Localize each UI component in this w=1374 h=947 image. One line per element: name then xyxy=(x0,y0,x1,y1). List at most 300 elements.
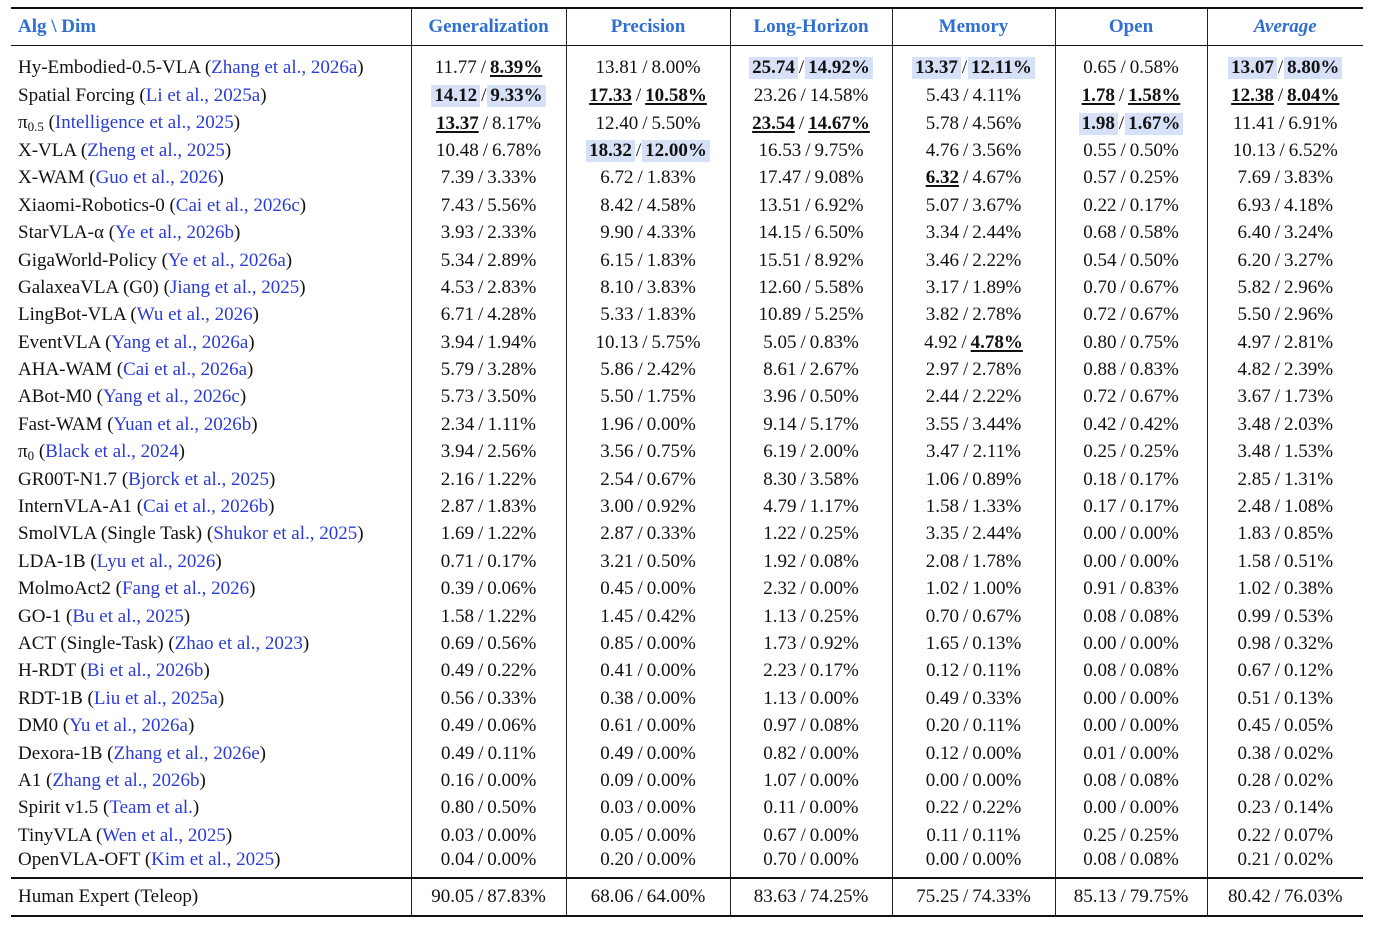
separator: / xyxy=(1120,57,1126,78)
paren: ) xyxy=(192,797,200,819)
method-cell xyxy=(11,439,411,466)
cell-generalization xyxy=(411,849,566,878)
cell-open xyxy=(1055,521,1207,548)
success-value: 2.44 xyxy=(925,386,959,408)
success-value: 0.49 xyxy=(440,660,474,682)
separator: / xyxy=(1120,687,1126,709)
method-name: OpenVLA-OFT xyxy=(18,849,141,871)
method-name: EventVLA xyxy=(18,331,101,353)
cell-generalization xyxy=(411,219,566,246)
cell-generalization xyxy=(411,83,566,110)
success-value: 0.69 xyxy=(440,633,474,654)
separator: / xyxy=(800,660,806,682)
success-value: 11.77 xyxy=(434,57,477,78)
paren: ) xyxy=(239,386,247,408)
method-name: GO-1 xyxy=(18,605,62,627)
separator: / xyxy=(1120,441,1126,463)
rate-value: 4.11% xyxy=(972,85,1021,107)
success-value: 5.82 xyxy=(1237,276,1271,298)
cell-long-horizon xyxy=(730,137,892,164)
cell-precision xyxy=(566,466,730,493)
rate-value: 0.53% xyxy=(1283,605,1334,627)
method-name: π xyxy=(18,112,28,134)
rate-value: 0.92% xyxy=(646,496,696,518)
method-name: X-VLA xyxy=(18,139,77,161)
success-value: 17.47 xyxy=(758,167,802,189)
success-value: 0.16 xyxy=(440,769,474,791)
rate-value: 0.06% xyxy=(487,578,537,600)
separator: / xyxy=(637,276,643,298)
rate-value: 1.00% xyxy=(972,578,1022,600)
method-name: SmolVLA (Single Task) xyxy=(18,523,203,545)
success-value: 2.87 xyxy=(440,496,474,518)
cell-long-horizon xyxy=(730,302,892,329)
rate-value: 5.50% xyxy=(651,112,701,134)
rate-value: 3.56% xyxy=(972,139,1022,161)
separator: / xyxy=(477,605,484,627)
success-value: 3.21 xyxy=(600,550,634,572)
success-value: 1.06 xyxy=(925,468,959,490)
rate-value: 2.67% xyxy=(809,359,859,381)
cell-generalization xyxy=(411,493,566,520)
success-value: 8.30 xyxy=(763,468,797,490)
citation-link: Bjorck et al., 2025 xyxy=(128,468,270,490)
cell-open xyxy=(1055,384,1207,411)
table-row xyxy=(11,439,1363,466)
citation-link: Li et al., 2025a xyxy=(145,85,261,107)
cell-open xyxy=(1055,110,1207,137)
rate-value: 74.33% xyxy=(972,886,1031,908)
success-value: 1.13 xyxy=(763,605,797,627)
rate-value: 0.22% xyxy=(487,660,537,682)
paren: ( xyxy=(117,468,129,490)
cell-long-horizon xyxy=(730,822,892,849)
success-value: 3.82 xyxy=(925,304,959,326)
rate-value: 1.08% xyxy=(1283,496,1334,518)
citation-link: Zhang et al., 2026a xyxy=(211,57,358,78)
cell-long-horizon xyxy=(730,329,892,356)
success-value: 4.79 xyxy=(763,496,797,518)
separator: / xyxy=(962,633,969,654)
separator: / xyxy=(477,578,484,600)
cell-generalization xyxy=(411,137,566,164)
cell-average xyxy=(1207,329,1363,356)
paren: ( xyxy=(75,660,87,682)
rate-value: 0.08% xyxy=(809,550,859,572)
success-value: 7.69 xyxy=(1237,167,1271,189)
rate-value: 0.83% xyxy=(1129,359,1179,381)
success-value: 1.07 xyxy=(763,769,797,791)
separator: / xyxy=(1120,824,1126,846)
rate-value: 1.22% xyxy=(487,468,537,490)
paren: ( xyxy=(76,139,88,161)
success-value: 0.57 xyxy=(1083,167,1117,189)
separator: / xyxy=(1120,468,1126,490)
success-value: 0.20 xyxy=(600,849,634,871)
cell-memory xyxy=(892,466,1055,493)
separator: / xyxy=(1120,222,1126,244)
separator: / xyxy=(477,386,484,408)
rate-value: 1.89% xyxy=(972,276,1022,298)
separator: / xyxy=(642,57,648,78)
rate-value: 0.58% xyxy=(1129,222,1179,244)
table-row xyxy=(11,411,1363,438)
citation-link: Ye et al., 2026b xyxy=(115,222,234,244)
success-value: 10.48 xyxy=(435,139,479,161)
success-value: 0.08 xyxy=(1083,769,1117,791)
method-name: GR00T-N1.7 xyxy=(18,468,118,490)
method-cell xyxy=(11,165,411,192)
success-value: 4.76 xyxy=(925,139,959,161)
cell-open xyxy=(1055,795,1207,822)
paren: ( xyxy=(164,194,176,216)
success-value: 1.69 xyxy=(440,523,474,545)
rate-value: 2.44% xyxy=(972,222,1022,244)
success-value: 0.28 xyxy=(1237,769,1271,791)
cell-memory xyxy=(892,712,1055,739)
cell-average xyxy=(1207,384,1363,411)
cell-average xyxy=(1207,493,1363,520)
success-value: 0.00 xyxy=(925,849,959,871)
method-cell xyxy=(11,411,411,438)
rate-value: 2.22% xyxy=(972,386,1022,408)
cell-average xyxy=(1207,878,1363,916)
separator: / xyxy=(1274,413,1280,435)
success-value: 0.67 xyxy=(763,824,797,846)
paren: ) xyxy=(217,167,224,189)
separator: / xyxy=(477,849,484,871)
separator: / xyxy=(963,660,969,682)
separator: / xyxy=(1120,633,1126,654)
citation-link: Team et al. xyxy=(109,797,193,819)
rate-value: 0.00% xyxy=(809,687,859,709)
citation-link: Bi et al., 2026b xyxy=(86,660,204,682)
citation-link: Guo et al., 2026 xyxy=(95,167,218,189)
rate-value: 2.96% xyxy=(1283,304,1334,326)
cell-average xyxy=(1207,165,1363,192)
cell-open xyxy=(1055,192,1207,219)
cell-average xyxy=(1207,45,1363,83)
success-value: 0.12 xyxy=(925,742,959,764)
rate-value: 0.17% xyxy=(1129,496,1179,518)
separator: / xyxy=(1274,523,1280,545)
method-name: MolmoAct2 xyxy=(18,578,111,600)
cell-generalization xyxy=(411,45,566,83)
citation-link: Wu et al., 2026 xyxy=(136,304,253,326)
separator: / xyxy=(961,331,967,353)
cell-precision xyxy=(566,767,730,794)
success-value: 1.58 xyxy=(1237,550,1271,572)
cell-memory xyxy=(892,439,1055,466)
method-cell xyxy=(11,493,411,520)
cell-long-horizon xyxy=(730,576,892,603)
separator: / xyxy=(477,769,484,791)
rate-value: 0.67% xyxy=(1129,386,1179,408)
separator: / xyxy=(477,194,484,216)
paren: ( xyxy=(156,249,168,271)
success-value: 0.71 xyxy=(440,550,474,572)
cell-generalization xyxy=(411,356,566,383)
rate-value: 1.73% xyxy=(1283,386,1334,408)
method-cell xyxy=(11,603,411,630)
success-value: 1.98 xyxy=(1079,113,1118,135)
table-row xyxy=(11,630,1363,657)
rate-value: 2.83% xyxy=(487,276,537,298)
separator: / xyxy=(800,633,806,654)
success-value: 0.00 xyxy=(1083,550,1117,572)
paren: ( xyxy=(102,742,114,764)
rate-value: 87.83% xyxy=(487,886,546,908)
separator: / xyxy=(637,386,643,408)
rate-value: 0.08% xyxy=(1129,660,1179,682)
success-value: 0.38 xyxy=(1237,742,1271,764)
separator: / xyxy=(477,496,484,518)
cell-precision xyxy=(566,658,730,685)
success-value: 0.70 xyxy=(763,849,797,871)
separator: / xyxy=(477,523,484,545)
success-value: 2.23 xyxy=(763,660,797,682)
cell-long-horizon xyxy=(730,466,892,493)
rate-value: 2.11% xyxy=(972,441,1021,463)
separator: / xyxy=(1120,797,1126,819)
paren: ) xyxy=(187,715,195,737)
separator: / xyxy=(962,222,969,244)
rate-value: 2.78% xyxy=(972,359,1022,381)
cell-long-horizon xyxy=(730,384,892,411)
rate-value: 0.42% xyxy=(1129,413,1179,435)
cell-open xyxy=(1055,411,1207,438)
success-value: 6.72 xyxy=(600,167,634,189)
cell-open xyxy=(1055,83,1207,110)
separator: / xyxy=(961,57,968,78)
separator: / xyxy=(477,824,484,846)
success-value: 3.17 xyxy=(925,276,959,298)
success-value: 0.82 xyxy=(763,742,797,764)
rate-value: 0.00% xyxy=(1129,633,1179,654)
success-value: 12.38 xyxy=(1231,85,1274,107)
table-row xyxy=(11,274,1363,301)
cell-average xyxy=(1207,685,1363,712)
separator: / xyxy=(482,139,488,161)
cell-average xyxy=(1207,247,1363,274)
separator: / xyxy=(478,413,484,435)
method-cell xyxy=(11,795,411,822)
cell-long-horizon xyxy=(730,685,892,712)
cell-generalization xyxy=(411,192,566,219)
rate-value: 0.58% xyxy=(1129,57,1179,78)
method-name: Xiaomi-Robotics-0 xyxy=(18,194,165,216)
separator: / xyxy=(800,824,806,846)
rate-value: 0.11% xyxy=(972,824,1021,846)
table-row xyxy=(11,521,1363,548)
cell-average xyxy=(1207,658,1363,685)
table-row xyxy=(11,795,1363,822)
cell-memory xyxy=(892,576,1055,603)
success-value: 9.90 xyxy=(600,222,634,244)
success-value: 0.22 xyxy=(1083,194,1117,216)
method-cell xyxy=(11,302,411,329)
success-value: 6.40 xyxy=(1237,222,1271,244)
rate-value: 0.17% xyxy=(809,660,859,682)
rate-value: 4.56% xyxy=(972,112,1022,134)
cell-average xyxy=(1207,466,1363,493)
paren: ( xyxy=(103,222,116,244)
separator: / xyxy=(1274,276,1280,298)
human-expert-row xyxy=(11,878,1363,916)
paren: ( xyxy=(158,276,170,298)
success-value: 0.70 xyxy=(1083,276,1117,298)
table-row xyxy=(11,45,1363,83)
method-name: ABot-M0 xyxy=(18,386,92,408)
separator: / xyxy=(800,331,806,353)
rate-value: 0.75% xyxy=(1129,331,1179,353)
success-value: 0.22 xyxy=(1237,824,1271,846)
separator: / xyxy=(962,167,969,189)
success-value: 0.11 xyxy=(926,824,959,846)
table-footer xyxy=(11,878,1363,916)
success-value: 0.51 xyxy=(1237,687,1271,709)
rate-value: 0.02% xyxy=(1283,742,1334,764)
cell-generalization xyxy=(411,329,566,356)
rate-value: 0.00% xyxy=(646,687,696,709)
rate-value: 14.58% xyxy=(809,85,869,107)
cell-precision xyxy=(566,247,730,274)
rate-value: 0.13% xyxy=(1283,687,1334,709)
success-value: 0.03 xyxy=(600,797,634,819)
method-name: StarVLA-α xyxy=(18,222,104,244)
success-value: 0.04 xyxy=(440,849,474,871)
cell-memory xyxy=(892,165,1055,192)
success-value: 1.65 xyxy=(925,633,959,654)
citation-link: Ye et al., 2026a xyxy=(167,249,286,271)
success-value: 2.54 xyxy=(600,468,634,490)
rate-value: 0.50% xyxy=(809,386,859,408)
rate-value: 0.67% xyxy=(1129,304,1179,326)
separator: / xyxy=(1120,413,1126,435)
cell-average xyxy=(1207,411,1363,438)
cell-open xyxy=(1055,439,1207,466)
separator: / xyxy=(805,249,811,271)
success-value: 9.14 xyxy=(763,413,797,435)
separator: / xyxy=(1274,797,1280,819)
success-value: 3.56 xyxy=(600,441,634,463)
paren: ) xyxy=(178,440,185,462)
rate-value: 0.25% xyxy=(1129,441,1179,463)
rate-value: 5.56% xyxy=(487,194,537,216)
cell-open xyxy=(1055,302,1207,329)
rate-value: 6.92% xyxy=(814,194,864,216)
cell-long-horizon xyxy=(730,630,892,657)
success-value: 5.79 xyxy=(440,359,474,381)
separator: / xyxy=(1274,194,1280,216)
success-value: 0.11 xyxy=(763,797,797,819)
cell-average xyxy=(1207,302,1363,329)
rate-value: 0.32% xyxy=(1283,633,1334,654)
cell-average xyxy=(1207,137,1363,164)
rate-value: 1.33% xyxy=(972,496,1022,518)
table-row xyxy=(11,247,1363,274)
rate-value: 1.31% xyxy=(1283,468,1334,490)
rate-value: 0.25% xyxy=(809,523,859,545)
separator: / xyxy=(962,824,969,846)
citation-link: Yang et al., 2026c xyxy=(102,386,240,408)
separator: / xyxy=(1277,85,1284,107)
rate-value: 1.94% xyxy=(487,331,537,353)
cell-open xyxy=(1055,685,1207,712)
method-cell xyxy=(11,137,411,164)
rate-value: 9.33% xyxy=(487,85,545,107)
separator: / xyxy=(1274,496,1280,518)
separator: / xyxy=(1274,742,1280,764)
separator: / xyxy=(962,304,969,326)
separator: / xyxy=(481,85,487,107)
separator: / xyxy=(800,386,806,408)
rate-value: 0.00% xyxy=(646,633,696,654)
cell-open xyxy=(1055,878,1207,916)
success-value: 15.51 xyxy=(758,249,802,271)
table-row xyxy=(11,767,1363,794)
success-value: 3.48 xyxy=(1237,441,1271,463)
rate-value: 3.67% xyxy=(972,194,1022,216)
method-name: RDT-1B xyxy=(18,687,83,709)
success-value: 0.80 xyxy=(440,797,474,819)
cell-memory xyxy=(892,548,1055,575)
success-value: 3.55 xyxy=(925,413,959,435)
success-value: 0.17 xyxy=(1083,496,1117,518)
separator: / xyxy=(637,496,643,518)
cell-open xyxy=(1055,767,1207,794)
success-value: 0.49 xyxy=(440,715,474,737)
rate-value: 0.00% xyxy=(1129,687,1179,709)
cell-open xyxy=(1055,603,1207,630)
cell-memory xyxy=(892,740,1055,767)
cell-open xyxy=(1055,493,1207,520)
success-value: 0.08 xyxy=(1083,605,1117,627)
rate-value: 2.89% xyxy=(487,249,537,271)
separator: / xyxy=(805,304,811,326)
rate-value: 0.11% xyxy=(972,715,1021,737)
success-value: 18.32 xyxy=(586,140,635,162)
separator: / xyxy=(962,194,969,216)
cell-generalization xyxy=(411,466,566,493)
success-value: 6.32 xyxy=(925,167,959,189)
method-cell xyxy=(11,658,411,685)
success-value: 5.73 xyxy=(440,386,474,408)
success-value: 0.00 xyxy=(1083,715,1117,737)
rate-value: 1.53% xyxy=(1283,441,1334,463)
cell-average xyxy=(1207,576,1363,603)
rate-value: 0.00% xyxy=(487,769,537,791)
cell-precision xyxy=(566,521,730,548)
cell-open xyxy=(1055,548,1207,575)
separator: / xyxy=(962,578,969,600)
success-value: 0.85 xyxy=(600,633,634,654)
rate-value: 0.17% xyxy=(1129,468,1179,490)
separator: / xyxy=(477,550,484,572)
cell-long-horizon xyxy=(730,795,892,822)
cell-average xyxy=(1207,548,1363,575)
paren: ) xyxy=(249,578,256,600)
cell-average xyxy=(1207,822,1363,849)
paren: ( xyxy=(131,496,144,518)
cell-generalization xyxy=(411,822,566,849)
success-value: 3.93 xyxy=(440,222,474,244)
separator: / xyxy=(482,112,488,134)
cell-memory xyxy=(892,822,1055,849)
cell-long-horizon xyxy=(730,45,892,83)
cell-memory xyxy=(892,658,1055,685)
rate-value: 0.50% xyxy=(646,550,696,572)
